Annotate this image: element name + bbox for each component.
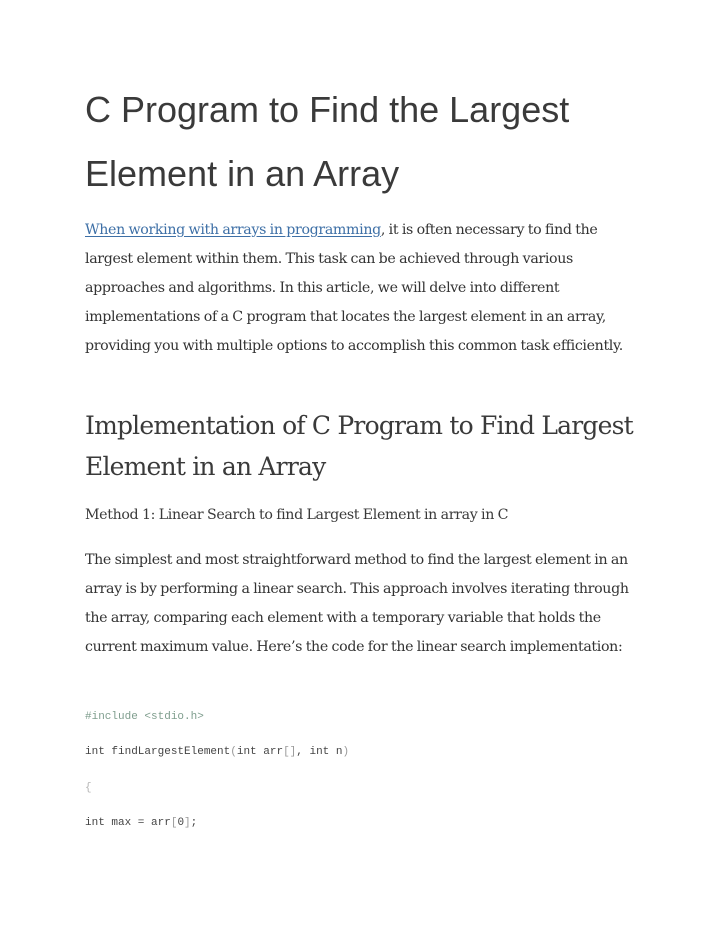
code-line-open-brace: {	[85, 781, 92, 794]
code-token: int arr	[236, 746, 284, 759]
code-punct: ]	[184, 816, 191, 829]
code-token: int findLargestElement	[85, 746, 231, 759]
code-punct: )	[342, 746, 350, 759]
code-token: int max = arr	[85, 816, 171, 829]
code-line-max-init	[85, 814, 645, 832]
method-paragraph: The simplest and most straightforward method to find the largest element in an array is by performing a linear search. This approach involves iterating through the array, comparing each element with a temporary variable that holds the current maximum value. Here’s the code for the linear search implementation:	[85, 552, 629, 655]
code-token: 0	[177, 816, 185, 829]
code-punct: [	[170, 816, 178, 829]
code-line-include: #include <stdio.h>	[85, 711, 204, 723]
code-token: ;	[190, 816, 198, 829]
arrays-programming-link[interactable]: When working with arrays in programming	[85, 222, 381, 238]
code-punct: []	[283, 746, 297, 759]
intro-text: , it is often necessary to find the largest element within them. This task can be achieved through various approaches and algorithms. In this article, we will delve into different implementations of a C program that locates the largest element in an array, providing you with multiple options to accomplish this common task efficiently.	[85, 222, 623, 354]
section-heading: Implementation of C Program to Find Largest Element in an Array	[85, 411, 633, 481]
code-block	[85, 708, 645, 849]
code-punct: (	[230, 746, 237, 759]
method-heading: Method 1: Linear Search to find Largest Element in array in C	[85, 507, 509, 523]
code-token: , int n	[296, 746, 343, 759]
code-line-function-signature	[85, 743, 645, 761]
intro-paragraph	[85, 216, 645, 361]
page-title: C Program to Find the Largest Element in an Array	[85, 89, 570, 194]
